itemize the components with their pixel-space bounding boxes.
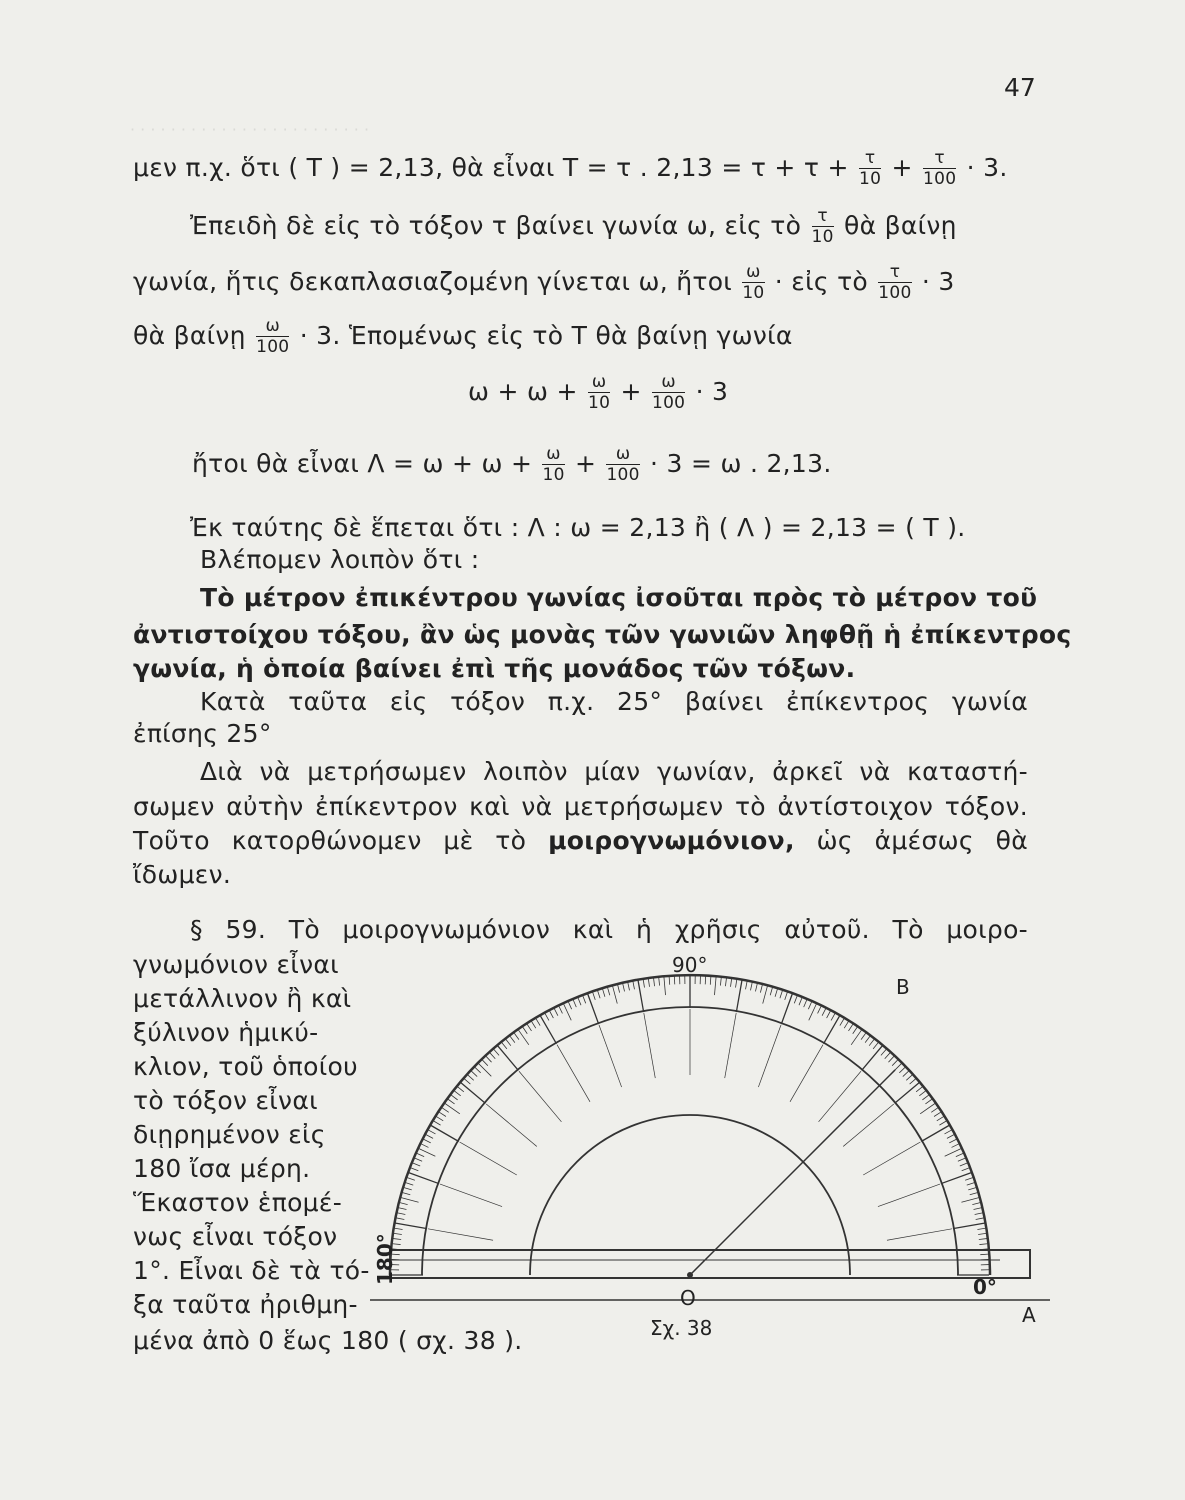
tick-mark (945, 1130, 952, 1134)
tick-mark (968, 1188, 976, 1190)
tick-mark (406, 1183, 414, 1185)
tick-mark (865, 1036, 870, 1042)
tick-mark (603, 989, 605, 997)
text-line-6: Βλέπομεν λοιπὸν ὅτι : (200, 545, 480, 574)
tick-mark (781, 994, 792, 1024)
side-line-4: κλιον, τοῦ ὁποίου (133, 1052, 358, 1081)
tick-mark (958, 1158, 965, 1161)
tick-mark (881, 1049, 886, 1055)
fraction: $\frac{\omega}{10}$ (542, 444, 565, 485)
equation-2: ἤτοι θὰ εἶναι Λ = ω + ω + $\frac{\omega}{10}$ + $\frac{\omega}{100}$ · 3 = ω . 2,13. (192, 444, 832, 485)
tick-mark (906, 1075, 912, 1080)
tick-mark (720, 978, 721, 986)
tick-mark (931, 1108, 938, 1112)
scale-guide-line (819, 1071, 861, 1122)
tick-mark (763, 986, 768, 1003)
tick-mark (974, 1208, 982, 1210)
equation-1: ω + ω + $\frac{\omega}{10}$ + $\frac{\omega}{100}$ · 3 (468, 372, 729, 413)
tick-mark (755, 984, 757, 992)
fraction: $\frac{\omega}{100}$ (651, 372, 686, 413)
text-line-5: Ἐκ ταύτης δὲ ἕπεται ὅτι : Λ : ω = 2,13 ἢ ( Λ ) = 2,13 = ( T ). (190, 513, 966, 542)
fraction: $\frac{\omega}{100}$ (256, 316, 290, 357)
scale-guide-line (440, 1184, 502, 1207)
scale-guide-line (519, 1071, 561, 1122)
tick-mark (844, 1021, 848, 1028)
fraction: $\frac{\tau}{10}$ (859, 148, 882, 189)
side-line-1: γνωμόνιον εἶναι (133, 950, 339, 979)
tick-mark (403, 1193, 411, 1195)
tick-mark (439, 1112, 446, 1116)
tick-mark (888, 1056, 893, 1062)
tick-mark (532, 1021, 536, 1028)
tick-mark (861, 1033, 866, 1039)
tick-mark (598, 991, 600, 999)
tick-mark (827, 1011, 831, 1018)
tick-mark (916, 1087, 922, 1092)
tick-mark (399, 1208, 407, 1210)
tick-mark (398, 1213, 406, 1215)
tick-mark (780, 991, 782, 999)
tick-mark (434, 1121, 441, 1125)
tick-mark (920, 1104, 935, 1114)
tick-mark (451, 1095, 457, 1100)
text-line-2: Ἐπειδὴ δὲ εἰς τὸ τόξον τ βαίνει γωνία ω, εἰς τὸ $\frac{\tau}{10}$ θὰ βαίνῃ (190, 206, 957, 247)
tick-mark (885, 1053, 890, 1059)
tick-mark (445, 1104, 460, 1114)
tick-mark (961, 1198, 978, 1203)
tick-mark (448, 1099, 454, 1104)
scale-guide-line (887, 1229, 952, 1240)
tick-mark (934, 1112, 941, 1116)
tick-mark (962, 1168, 969, 1171)
tick-mark (618, 985, 620, 993)
scale-guide-line (863, 1142, 920, 1175)
tick-mark (593, 992, 596, 1000)
tick-mark (770, 988, 772, 996)
tick-mark (725, 978, 726, 986)
tick-mark (939, 1121, 946, 1125)
protractor-drawing (370, 975, 1050, 1300)
tick-mark (638, 981, 644, 1013)
tick-mark (494, 1049, 499, 1055)
tick-mark (613, 986, 618, 1003)
side-line-8: Ἕκαστον ἑπομέ- (133, 1188, 343, 1217)
text-line-12: ἴδωμεν. (133, 860, 232, 889)
tick-mark (976, 1218, 984, 1220)
side-line-6: διῃρημένον εἰς (133, 1120, 326, 1149)
tick-mark (937, 1117, 944, 1121)
tick-mark (975, 1213, 983, 1215)
tick-mark (818, 1006, 822, 1013)
tick-mark (799, 998, 802, 1005)
tick-mark (979, 1244, 987, 1245)
tick-mark (941, 1173, 971, 1184)
side-line-12: μένα ἀπὸ 0 ἕως 180 ( σχ. 38 ). (133, 1326, 523, 1355)
side-line-9: νως εἶναι τόξον (133, 1222, 338, 1251)
scale-guide-line (599, 1025, 622, 1087)
text-line-3: γωνία, ἥτις δεκαπλασιαζομένη γίνεται ω, ἤτοι $\frac{\omega}{10}$ · εἰς τὸ $\frac{\tau}{100}$ · 3 (133, 262, 955, 303)
tick-mark (608, 988, 610, 996)
tick-mark (947, 1135, 954, 1139)
text-line-7: Κατὰ ταῦτα εἰς τόξον π.χ. 25° βαίνει ἐπίκεντρος γωνία (200, 687, 1028, 716)
term-protractor: μοιρογνωμόνιον, (548, 826, 795, 855)
protractor-figure (370, 950, 1060, 1340)
tick-mark (395, 1228, 403, 1229)
theorem-line-1: Τὸ μέτρον ἐπικέντρου γωνίας ἰσοῦται πρὸς τὸ μέτρον τοῦ (200, 583, 1038, 612)
tick-mark (428, 1130, 435, 1134)
label-A: A (1022, 1303, 1036, 1327)
tick-mark (949, 1139, 956, 1143)
tick-mark (573, 1000, 576, 1007)
tick-mark (970, 1193, 978, 1195)
theorem-line-3: γωνία, ἡ ὁποία βαίνει ἐπὶ τῆς μονάδος τῶν τόξων. (133, 654, 856, 683)
tick-mark (751, 983, 753, 991)
tick-mark (550, 1011, 554, 1018)
tick-mark (760, 985, 762, 993)
tick-mark (436, 1117, 443, 1121)
label-180-degrees: 180° (373, 1233, 397, 1285)
label-90-degrees: 90° (672, 953, 708, 977)
tick-mark (514, 1033, 519, 1039)
tick-mark (633, 981, 635, 989)
side-line-3: ξύλινον ἡμικύ- (133, 1018, 319, 1047)
tick-mark (794, 996, 797, 1003)
tick-mark (972, 1203, 980, 1205)
tick-mark (736, 980, 737, 988)
tick-mark (862, 1046, 883, 1071)
tick-mark (714, 977, 716, 995)
tick-mark (401, 1198, 418, 1203)
tick-mark (490, 1053, 495, 1059)
text-line-1: μεν π.χ. ὅτι ( T ) = 2,13, θὰ εἶναι T = τ . 2,13 = τ + τ + $\frac{\tau}{10}$ + $\frac{\tau}{100}$ · 3. (133, 148, 1008, 189)
text-line-4: θὰ βαίνῃ $\frac{\omega}{100}$ · 3. Ἑπομένως εἰς τὸ T θὰ βαίνῃ γωνία (133, 316, 793, 357)
scale-guide-line (758, 1025, 781, 1087)
tick-mark (808, 1002, 811, 1009)
tick-mark (919, 1091, 925, 1096)
tick-mark (479, 1064, 492, 1077)
tick-mark (486, 1056, 491, 1062)
tick-mark (424, 1139, 431, 1143)
tick-mark (464, 1079, 470, 1084)
tick-mark (628, 983, 630, 991)
tick-mark (980, 1254, 988, 1255)
tick-mark (426, 1135, 433, 1139)
scale-guide-line (878, 1184, 940, 1207)
tick-mark (746, 981, 748, 989)
page-number: 47 (1004, 73, 1036, 102)
tick-mark (536, 1019, 540, 1026)
tick-mark (623, 984, 625, 992)
tick-mark (502, 1043, 507, 1049)
tick-mark (659, 978, 660, 986)
tick-marks (391, 976, 989, 1275)
side-line-2: μετάλλινον ἢ καὶ (133, 984, 352, 1013)
ray-OB (690, 1070, 895, 1275)
tick-mark (527, 1024, 531, 1031)
tick-mark (417, 1153, 424, 1156)
tick-mark (554, 1009, 558, 1016)
fraction: $\frac{\tau}{10}$ (811, 206, 834, 247)
tick-mark (869, 1039, 874, 1045)
tick-mark (953, 1223, 985, 1229)
tick-mark (578, 998, 581, 1005)
scale-guide-line (843, 1104, 894, 1146)
tick-mark (892, 1060, 898, 1066)
tick-mark (873, 1043, 878, 1049)
tick-mark (967, 1183, 975, 1185)
tick-mark (559, 1006, 563, 1013)
side-line-7: 180 ἴσα μέρη. (133, 1154, 311, 1183)
text-line-9: Διὰ νὰ μετρήσωμεν λοιπὸν μίαν γωνίαν, ἀρκεῖ νὰ καταστή- (200, 757, 1028, 786)
tick-mark (851, 1030, 861, 1045)
tick-mark (731, 979, 732, 987)
scale-guide-line (790, 1045, 823, 1102)
tick-mark (978, 1233, 986, 1234)
center-point-O (688, 1273, 693, 1278)
tick-mark (822, 1009, 826, 1016)
tick-mark (785, 992, 788, 1000)
label-0-degrees: 0° (973, 1275, 997, 1299)
side-line-11: ξα ταῦτα ἠριθμη- (133, 1290, 358, 1319)
tick-mark (519, 1030, 529, 1045)
tick-mark (498, 1046, 519, 1071)
tick-mark (454, 1091, 460, 1096)
tick-mark (409, 1173, 439, 1184)
tick-mark (654, 978, 655, 986)
tick-mark (960, 1163, 967, 1166)
tick-mark (475, 1067, 481, 1073)
tick-mark (442, 1108, 449, 1112)
tick-mark (506, 1039, 511, 1045)
bleed-through: · · · · · · · · · · · · · · · · · · · · · · · · (130, 120, 370, 139)
fraction: $\frac{\omega}{10}$ (742, 262, 765, 303)
text-line-10: σωμεν αὐτὴν ἐπίκεντρον καὶ νὰ μετρήσωμεν τὸ ἀντίστοιχον τόξον. (133, 792, 1028, 821)
side-line-5: τὸ τόξον εἶναι (133, 1086, 318, 1115)
scale-guide-line (460, 1142, 517, 1175)
tick-mark (468, 1075, 474, 1080)
tick-mark (648, 979, 649, 987)
label-B: B (896, 975, 910, 999)
tick-mark (583, 996, 586, 1003)
tick-mark (510, 1036, 515, 1042)
tick-mark (669, 977, 670, 985)
text-line-8: ἐπίσης 25° (133, 719, 272, 748)
tick-mark (710, 977, 711, 985)
scale-guide-line (428, 1229, 493, 1240)
tick-mark (643, 980, 644, 988)
tick-mark (458, 1087, 464, 1092)
fraction: $\frac{\tau}{100}$ (878, 262, 912, 303)
figure-caption: Σχ. 38 (650, 1316, 713, 1340)
tick-mark (895, 1083, 920, 1104)
scale-guide-line (644, 1013, 655, 1078)
tick-mark (922, 1095, 928, 1100)
fraction: $\frac{\omega}{100}$ (606, 444, 640, 485)
text-line-11: Τοῦτο κατορθώνομεν μὲ τὸ μοιρογνωμόνιον, ὡς ἀμέσως θὰ (133, 826, 1028, 855)
tick-mark (407, 1178, 415, 1181)
fraction: $\frac{\tau}{100}$ (923, 148, 957, 189)
tick-mark (965, 1178, 973, 1181)
tick-mark (471, 1071, 477, 1076)
side-line-10: 1°. Εἶναι δὲ τὰ τό- (133, 1256, 370, 1285)
tick-mark (840, 1019, 844, 1026)
tick-mark (956, 1153, 963, 1156)
tick-mark (831, 1013, 835, 1020)
theorem-line-2: ἀντιστοίχου τόξου, ἂν ὡς μονὰς τῶν γωνιῶν ληφθῇ ἡ ἐπίκεντρος (133, 620, 1072, 649)
tick-mark (411, 1168, 418, 1171)
tick-mark (952, 1144, 959, 1148)
scale-guide-line (486, 1104, 537, 1146)
tick-mark (568, 1002, 571, 1009)
tick-mark (588, 994, 599, 1024)
tick-mark (925, 1099, 931, 1104)
tick-mark (664, 977, 666, 995)
tick-mark (400, 1203, 408, 1205)
tick-mark (903, 1071, 909, 1076)
tick-mark (415, 1158, 422, 1161)
tick-mark (396, 1218, 404, 1220)
scale-guide-line (725, 1013, 736, 1078)
tick-mark (736, 981, 742, 1013)
scale-guide-line (557, 1045, 590, 1102)
tick-mark (899, 1067, 905, 1073)
fraction: $\frac{\omega}{10}$ (587, 372, 611, 413)
tick-mark (482, 1060, 488, 1066)
tick-mark (775, 989, 777, 997)
tick-mark (396, 1223, 428, 1229)
tick-mark (979, 1239, 987, 1240)
tick-mark (461, 1083, 486, 1104)
tick-mark (404, 1188, 412, 1190)
tick-mark (545, 1013, 549, 1020)
tick-mark (910, 1079, 916, 1084)
tick-mark (848, 1024, 852, 1031)
tick-mark (853, 1027, 857, 1034)
tick-mark (804, 1000, 807, 1007)
section-heading: § 59. Τὸ μοιρογνωμόνιον καὶ ἡ χρῆσις αὐτοῦ. Τὸ μοιρο- (190, 915, 1028, 944)
tick-mark (523, 1027, 527, 1034)
tick-mark (421, 1144, 428, 1148)
label-O: O (680, 1286, 696, 1310)
tick-mark (413, 1163, 420, 1166)
tick-mark (977, 1228, 985, 1229)
